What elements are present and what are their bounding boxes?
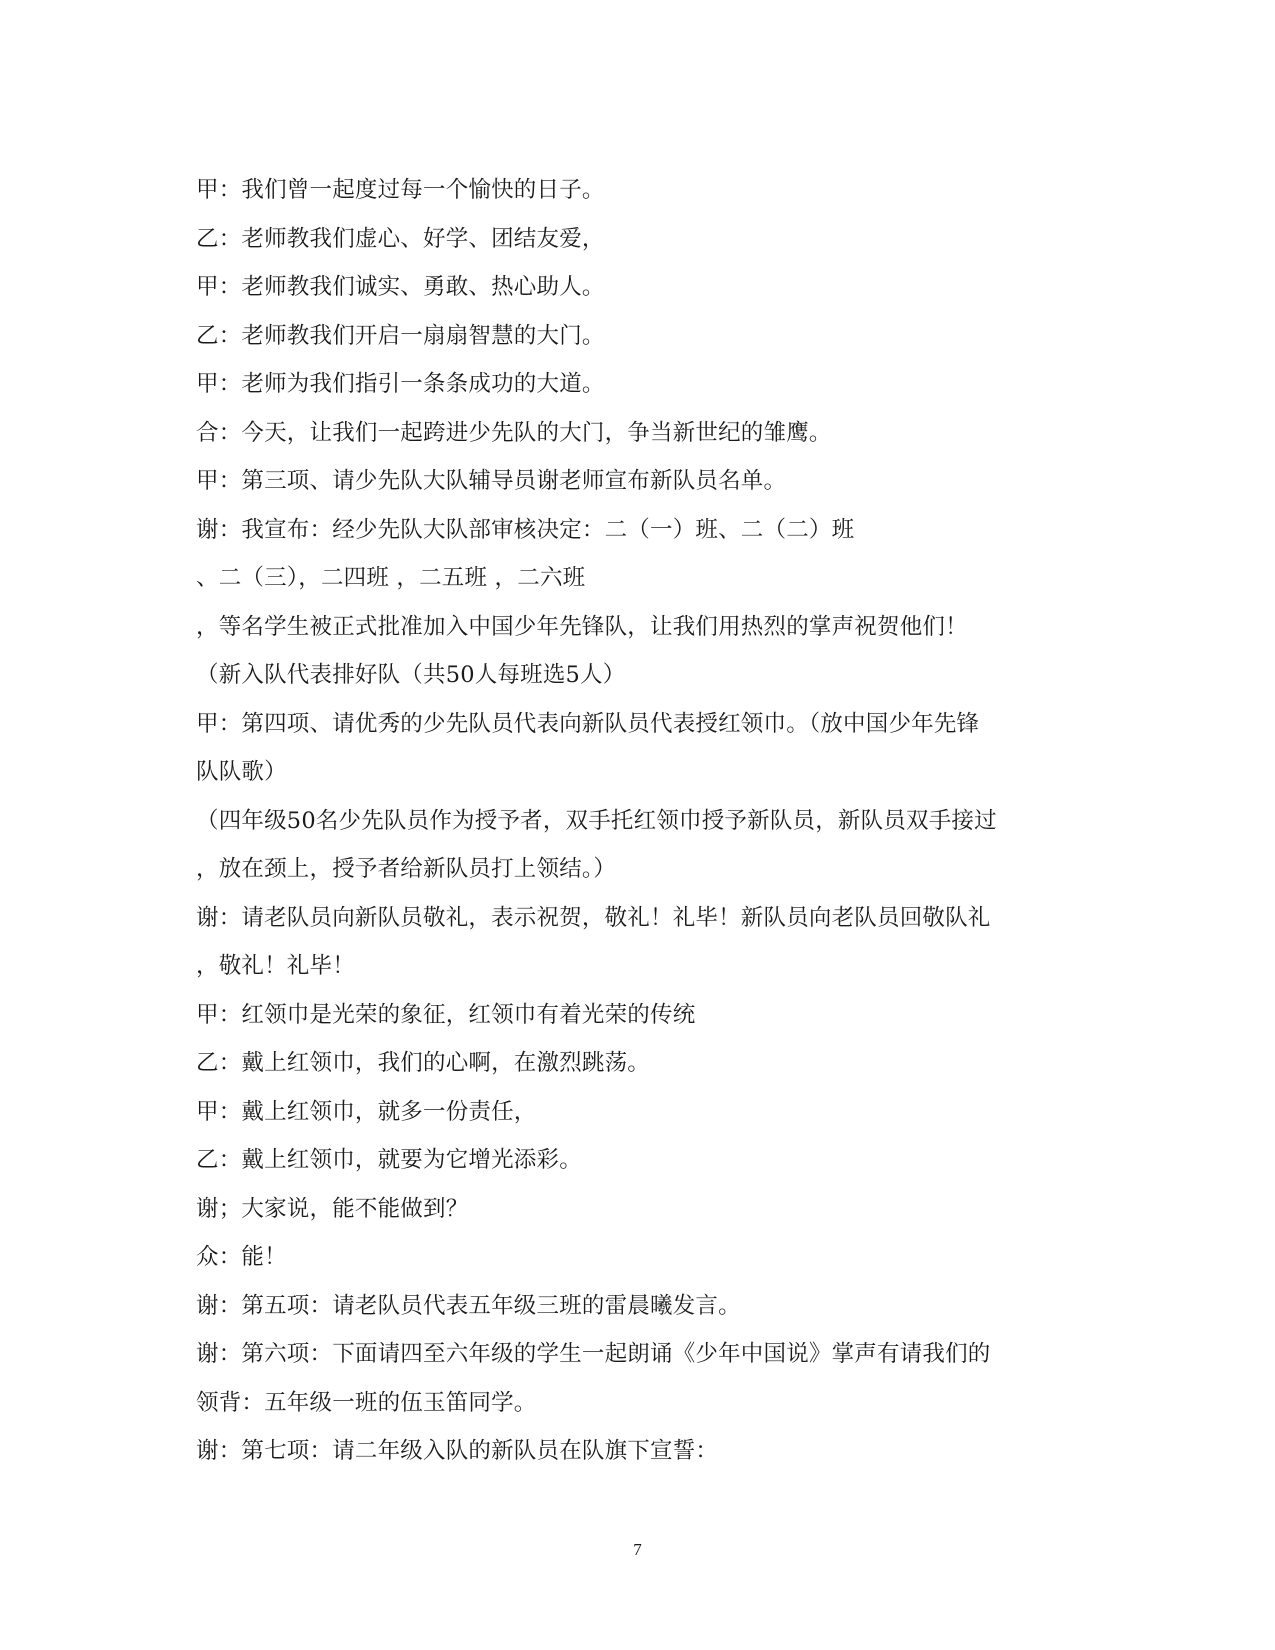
text-line: 甲：第三项、请少先队大队辅导员谢老师宣布新队员名单。 xyxy=(196,468,787,494)
text-line: （四年级50名少先队员作为授予者，双手托红领巾授予新队员，新队员双手接过 xyxy=(196,807,997,834)
text-line: 谢：请老队员向新队员敬礼，表示祝贺，敬礼！礼毕！新队员向老队员回敬队礼 xyxy=(196,904,991,931)
text-line: 甲：我们曾一起度过每一个愉快的日子。 xyxy=(196,177,605,203)
text-line: ，放在颈上，授予者给新队员打上领结。） xyxy=(196,856,617,882)
script-lines xyxy=(196,166,1076,1476)
text-line: 乙：老师教我们虚心、好学、团结友爱， xyxy=(196,225,605,252)
text-line: 谢：第七项：请二年级入队的新队员在队旗下宣誓： xyxy=(196,1438,719,1464)
text-line: 甲：戴上红领巾，就多一份责任， xyxy=(196,1098,537,1125)
text-line: 队队歌） xyxy=(196,759,287,785)
text-line: 谢：我宣布：经少先队大队部审核决定：二（一）班、二（二）班 xyxy=(196,516,855,543)
text-line: 、二（三），二四班 ，二五班 ，二六班 xyxy=(196,565,586,591)
text-line: （新入队代表排好队（共50人每班选5人） xyxy=(196,662,626,688)
text-line: 甲：第四项、请优秀的少先队员代表向新队员代表授红领巾。（放中国少年先锋 xyxy=(196,710,980,737)
text-line: 领背：五年级一班的伍玉笛同学。 xyxy=(196,1389,537,1416)
text-line: 甲：老师教我们诚实、勇敢、热心助人。 xyxy=(196,274,605,300)
text-line: 合：今天，让我们一起跨进少先队的大门，争当新世纪的雏鹰。 xyxy=(196,419,832,446)
text-line: 谢：第五项：请老队员代表五年级三班的雷晨曦发言。 xyxy=(196,1292,741,1319)
text-line: 乙：老师教我们开启一扇扇智慧的大门。 xyxy=(196,322,605,349)
text-line: 乙：戴上红领巾，就要为它增光添彩。 xyxy=(196,1147,582,1173)
text-line: ，等名学生被正式批准加入中国少年先锋队，让我们用热烈的掌声祝贺他们！ xyxy=(196,613,968,640)
text-line: 甲：老师为我们指引一条条成功的大道。 xyxy=(196,371,605,397)
text-line: 众：能！ xyxy=(196,1244,287,1270)
text-line: 乙：戴上红领巾，我们的心啊，在激烈跳荡。 xyxy=(196,1050,651,1076)
text-line: 甲：红领巾是光荣的象征，红领巾有着光荣的传统 xyxy=(196,1001,696,1028)
page-number: 7 xyxy=(633,1540,642,1559)
text-line: 谢：第六项：下面请四至六年级的学生一起朗诵《少年中国说》掌声有请我们的 xyxy=(196,1341,991,1367)
text-line: ，敬礼！礼毕！ xyxy=(196,953,355,979)
text-line: 谢；大家说，能不能做到？ xyxy=(196,1195,469,1222)
